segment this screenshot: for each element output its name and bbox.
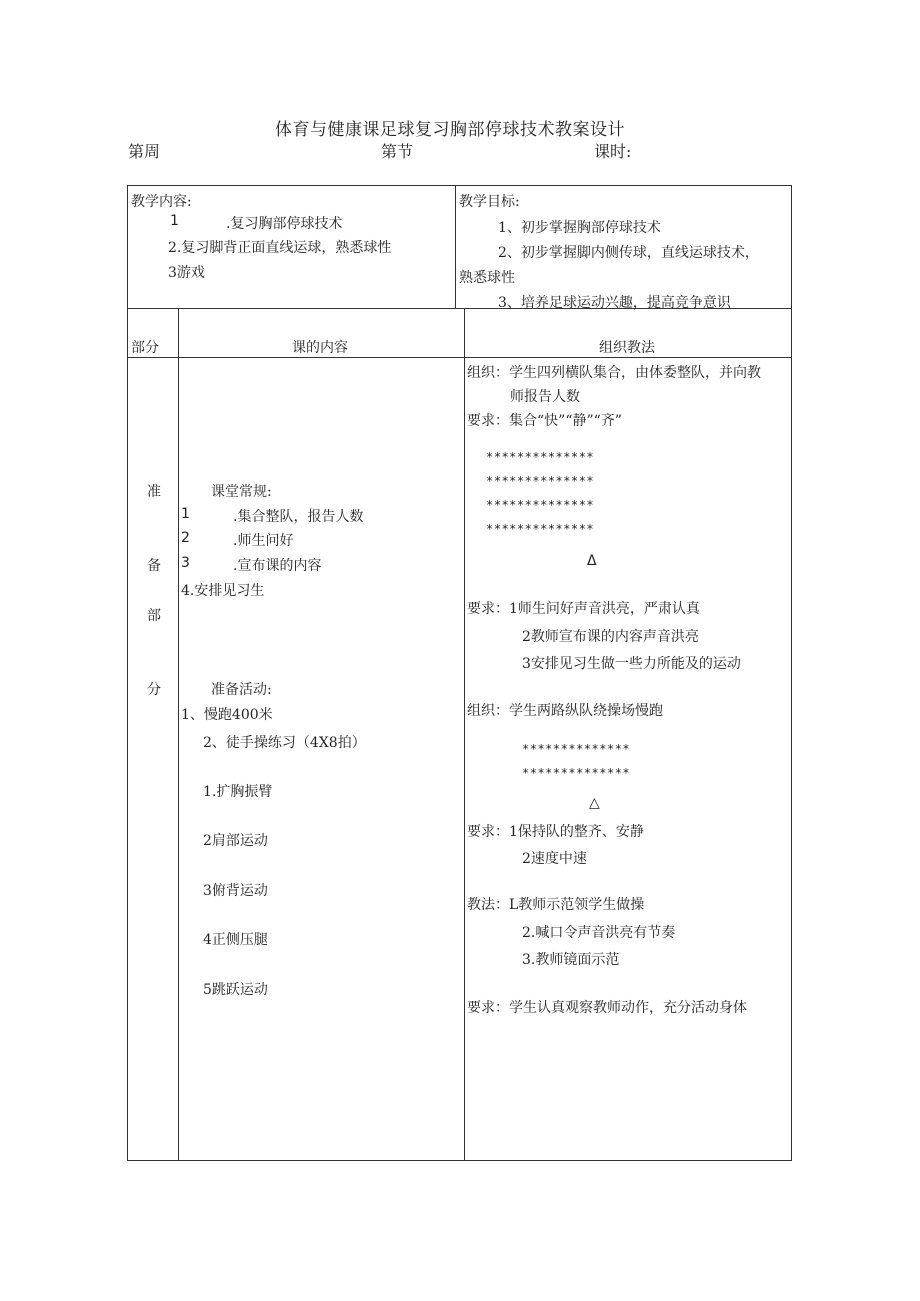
part-char: 准 [147,484,161,500]
part-char: 备 [147,558,161,574]
exercise-item: 4正侧压腿 [203,932,268,948]
teacher-marker: △ [589,795,600,811]
formation-row: ************** [486,474,595,488]
routine-item: .宣布课的内容 [233,558,322,574]
content-label: 教学内容: [131,194,192,210]
week-label: 第周 [128,142,161,161]
routine-item-num: 2 [181,530,190,546]
content-item: 3游戏 [168,265,205,281]
routine-item: .集合整队，报告人数 [233,509,364,525]
teacher-marker: Δ [587,553,597,569]
warmup-item: 2、徒手操练习（4X8拍） [203,735,366,751]
routine-item: .师生问好 [233,533,294,549]
content-item: 2.复习脚背正面直线运球，熟悉球性 [168,240,392,256]
exercise-item: 5跳跃运动 [203,982,268,998]
goal-item: 2、初步掌握脚内侧传球，直线运球技术， [498,245,759,261]
routine-item-num: 1 [181,506,190,522]
formation-row: ************** [522,766,631,780]
part-char: 部 [147,608,161,624]
content-item: .复习胸部停球技术 [226,216,343,232]
exercise-item: 1.扩胸振臂 [203,784,273,800]
period-label: 课时: [594,142,632,161]
exercise-item: 3俯背运动 [203,883,268,899]
goal-item: 熟悉球性 [459,270,515,286]
method-note: 2.喊口令声音洪亮有节奏 [522,925,676,941]
routine-item-num: 3 [181,555,190,571]
goal-item: 3、培养足球运动兴趣，提高竞争意识 [498,295,731,311]
col-header-content: 课的内容 [292,340,348,356]
requirement-note: 2教师宣布课的内容声音洪亮 [522,629,699,645]
requirement-note: 要求：学生认真观察教师动作，充分活动身体 [467,1000,747,1016]
formation-row: ************** [522,742,631,756]
org-note: 组织：学生四列横队集合，由体委整队，并向教 [467,365,761,381]
section-label: 第节 [381,142,414,161]
routine-item: 4.安排见习生 [181,583,265,599]
warmup-title: 准备活动: [211,682,272,698]
formation-row: ************** [486,498,595,512]
org-note: 师报告人数 [510,389,580,405]
method-note: 教法：L教师示范领学生做操 [467,897,645,913]
routine-title: 课堂常规: [211,484,272,500]
exercise-item: 2肩部运动 [203,833,268,849]
page-title: 体育与健康课足球复习胸部停球技术教案设计 [275,120,625,140]
col-header-method: 组织教法 [599,340,655,356]
goal-label: 教学目标: [459,194,520,210]
requirement-note: 2速度中速 [522,851,587,867]
requirement-note: 要求：集合“快”“静”“齐” [467,413,622,429]
formation-row: ************** [486,450,595,464]
requirement-note: 要求：1保持队的整齐、安静 [467,824,644,840]
requirement-note: 3安排见习生做一些力所能及的运动 [522,656,741,672]
warmup-item: 1、慢跑400米 [181,707,273,723]
goal-item: 1、初步掌握胸部停球技术 [498,220,661,236]
method-note: 3.教师镜面示范 [522,952,620,968]
part-char: 分 [147,682,161,698]
formation-row: ************** [486,522,595,536]
org-note: 组织：学生两路纵队绕操场慢跑 [467,703,663,719]
col-header-part: 部分 [131,340,159,356]
content-item-num: 1 [170,213,179,229]
requirement-note: 要求：1师生问好声音洪亮，严肃认真 [467,601,700,617]
